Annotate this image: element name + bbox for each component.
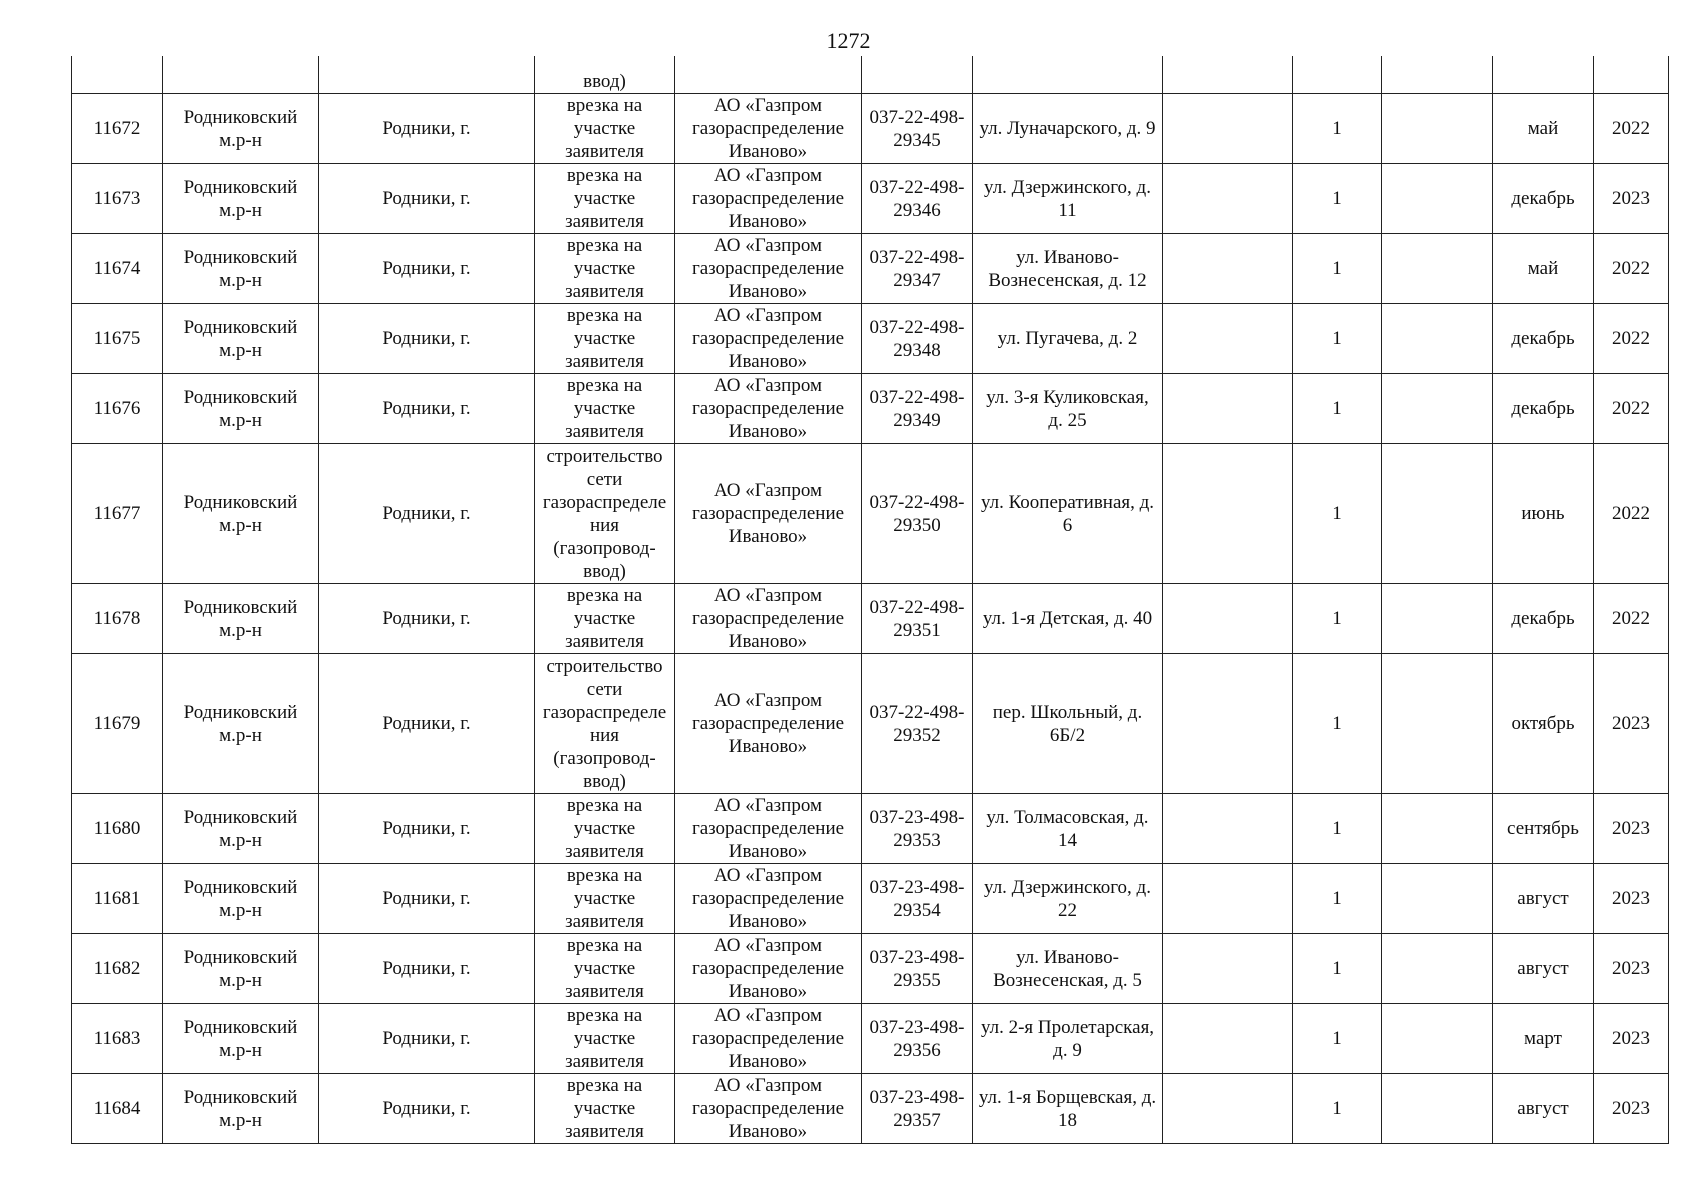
cell-code: 037-23-498-29353 [862,794,973,864]
cell-district: Родниковский м.р-н [163,794,319,864]
page-number: 1272 [826,28,871,53]
cell-address: ул. Луначарского, д. 9 [973,94,1163,164]
cell-month: сентябрь [1493,794,1594,864]
cell-empty [1382,934,1493,1004]
cell-code: 037-22-498-29347 [862,234,973,304]
table-row [72,934,1669,1004]
continuation-row [72,56,1669,94]
cell-empty [1163,444,1293,584]
cell-city: Родники, г. [319,304,535,374]
cell-city: Родники, г. [319,794,535,864]
cell-year: 2023 [1594,794,1669,864]
cell-code: 037-23-498-29357 [862,1074,973,1144]
table-row [72,444,1669,584]
cell-id: 11672 [72,94,163,164]
cell-city: Родники, г. [319,934,535,1004]
continuation-cell: ввод) [535,56,675,94]
continuation-cell [973,56,1163,94]
cell-district: Родниковский м.р-н [163,864,319,934]
cell-year: 2022 [1594,374,1669,444]
cell-district: Родниковский м.р-н [163,444,319,584]
continuation-cell [862,56,973,94]
cell-district: Родниковский м.р-н [163,234,319,304]
table-row [72,1074,1669,1144]
continuation-cell [1293,56,1382,94]
cell-organization: АО «Газпром газораспределение Иваново» [675,1074,862,1144]
cell-code: 037-23-498-29356 [862,1004,973,1074]
cell-work-type: врезка на участке заявителя [535,374,675,444]
cell-address: ул. Пугачева, д. 2 [973,304,1163,374]
continuation-cell [1163,56,1293,94]
cell-quantity: 1 [1293,654,1382,794]
cell-code: 037-23-498-29355 [862,934,973,1004]
cell-address: ул. Иваново-Вознесенская, д. 12 [973,234,1163,304]
cell-code: 037-22-498-29349 [862,374,973,444]
table-row [72,654,1669,794]
cell-empty [1163,654,1293,794]
cell-month: август [1493,1074,1594,1144]
cell-code: 037-22-498-29351 [862,584,973,654]
cell-year: 2022 [1594,304,1669,374]
cell-address: ул. 3-я Куликовская, д. 25 [973,374,1163,444]
continuation-cell [319,56,535,94]
cell-quantity: 1 [1293,794,1382,864]
continuation-cell [1382,56,1493,94]
cell-address: ул. Толмасовская, д. 14 [973,794,1163,864]
cell-empty [1163,934,1293,1004]
cell-month: июнь [1493,444,1594,584]
cell-quantity: 1 [1293,1004,1382,1074]
cell-organization: АО «Газпром газораспределение Иваново» [675,1004,862,1074]
cell-address: пер. Школьный, д. 6Б/2 [973,654,1163,794]
cell-code: 037-22-498-29345 [862,94,973,164]
cell-organization: АО «Газпром газораспределение Иваново» [675,94,862,164]
cell-work-type: врезка на участке заявителя [535,94,675,164]
cell-month: август [1493,934,1594,1004]
cell-address: ул. Кооперативная, д. 6 [973,444,1163,584]
cell-id: 11683 [72,1004,163,1074]
registry-table [71,56,1669,1144]
cell-city: Родники, г. [319,1004,535,1074]
cell-city: Родники, г. [319,234,535,304]
cell-quantity: 1 [1293,164,1382,234]
cell-year: 2022 [1594,94,1669,164]
cell-empty [1163,374,1293,444]
cell-id: 11678 [72,584,163,654]
cell-quantity: 1 [1293,1074,1382,1144]
cell-year: 2023 [1594,1074,1669,1144]
cell-code: 037-23-498-29354 [862,864,973,934]
cell-code: 037-22-498-29352 [862,654,973,794]
cell-work-type: врезка на участке заявителя [535,864,675,934]
cell-id: 11679 [72,654,163,794]
cell-district: Родниковский м.р-н [163,94,319,164]
cell-city: Родники, г. [319,374,535,444]
cell-month: май [1493,94,1594,164]
cell-empty [1382,304,1493,374]
cell-quantity: 1 [1293,304,1382,374]
cell-empty [1163,584,1293,654]
cell-month: декабрь [1493,304,1594,374]
cell-id: 11677 [72,444,163,584]
cell-organization: АО «Газпром газораспределение Иваново» [675,164,862,234]
cell-id: 11676 [72,374,163,444]
cell-district: Родниковский м.р-н [163,304,319,374]
cell-year: 2023 [1594,164,1669,234]
cell-empty [1163,794,1293,864]
cell-city: Родники, г. [319,164,535,234]
cell-month: март [1493,1004,1594,1074]
cell-work-type: врезка на участке заявителя [535,164,675,234]
cell-address: ул. Дзержинского, д. 22 [973,864,1163,934]
cell-empty [1382,94,1493,164]
cell-work-type: врезка на участке заявителя [535,304,675,374]
cell-empty [1382,654,1493,794]
cell-address: ул. Дзержинского, д. 11 [973,164,1163,234]
cell-code: 037-22-498-29346 [862,164,973,234]
cell-organization: АО «Газпром газораспределение Иваново» [675,654,862,794]
cell-empty [1382,234,1493,304]
cell-month: декабрь [1493,164,1594,234]
table-row [72,794,1669,864]
table-row [72,164,1669,234]
table-row [72,94,1669,164]
cell-district: Родниковский м.р-н [163,374,319,444]
cell-district: Родниковский м.р-н [163,584,319,654]
cell-month: август [1493,864,1594,934]
cell-quantity: 1 [1293,584,1382,654]
table-body [72,56,1669,1144]
cell-year: 2023 [1594,1004,1669,1074]
table-row [72,374,1669,444]
table-row [72,584,1669,654]
cell-district: Родниковский м.р-н [163,934,319,1004]
cell-quantity: 1 [1293,94,1382,164]
cell-id: 11680 [72,794,163,864]
cell-id: 11681 [72,864,163,934]
cell-year: 2022 [1594,444,1669,584]
cell-district: Родниковский м.р-н [163,164,319,234]
cell-empty [1163,234,1293,304]
cell-work-type: врезка на участке заявителя [535,794,675,864]
cell-work-type: врезка на участке заявителя [535,1074,675,1144]
cell-code: 037-22-498-29348 [862,304,973,374]
cell-address: ул. 2-я Пролетарская, д. 9 [973,1004,1163,1074]
cell-city: Родники, г. [319,94,535,164]
cell-year: 2023 [1594,934,1669,1004]
cell-empty [1382,864,1493,934]
cell-district: Родниковский м.р-н [163,654,319,794]
cell-month: май [1493,234,1594,304]
cell-empty [1163,164,1293,234]
table-row [72,1004,1669,1074]
cell-month: октябрь [1493,654,1594,794]
cell-year: 2023 [1594,864,1669,934]
cell-empty [1382,584,1493,654]
cell-empty [1382,374,1493,444]
continuation-cell [1493,56,1594,94]
cell-work-type: врезка на участке заявителя [535,234,675,304]
cell-organization: АО «Газпром газораспределение Иваново» [675,444,862,584]
cell-district: Родниковский м.р-н [163,1074,319,1144]
cell-work-type: врезка на участке заявителя [535,584,675,654]
continuation-cell [72,56,163,94]
cell-id: 11684 [72,1074,163,1144]
cell-quantity: 1 [1293,374,1382,444]
cell-city: Родники, г. [319,1074,535,1144]
cell-year: 2022 [1594,584,1669,654]
cell-year: 2023 [1594,654,1669,794]
cell-city: Родники, г. [319,444,535,584]
cell-month: декабрь [1493,374,1594,444]
cell-address: ул. 1-я Борщевская, д. 18 [973,1074,1163,1144]
cell-organization: АО «Газпром газораспределение Иваново» [675,304,862,374]
cell-organization: АО «Газпром газораспределение Иваново» [675,864,862,934]
cell-quantity: 1 [1293,234,1382,304]
table-row [72,234,1669,304]
cell-organization: АО «Газпром газораспределение Иваново» [675,794,862,864]
cell-address: ул. 1-я Детская, д. 40 [973,584,1163,654]
cell-empty [1382,1074,1493,1144]
cell-empty [1382,1004,1493,1074]
cell-empty [1163,304,1293,374]
cell-work-type: строительство сети газораспределения (газопровод-ввод) [535,444,675,584]
cell-empty [1382,444,1493,584]
cell-district: Родниковский м.р-н [163,1004,319,1074]
continuation-cell [163,56,319,94]
cell-empty [1382,164,1493,234]
cell-work-type: врезка на участке заявителя [535,1004,675,1074]
cell-id: 11674 [72,234,163,304]
cell-organization: АО «Газпром газораспределение Иваново» [675,584,862,654]
cell-city: Родники, г. [319,584,535,654]
cell-work-type: строительство сети газораспределения (газопровод-ввод) [535,654,675,794]
continuation-cell [675,56,862,94]
cell-empty [1163,94,1293,164]
cell-empty [1163,1074,1293,1144]
cell-organization: АО «Газпром газораспределение Иваново» [675,934,862,1004]
cell-id: 11675 [72,304,163,374]
cell-address: ул. Иваново-Вознесенская, д. 5 [973,934,1163,1004]
cell-year: 2022 [1594,234,1669,304]
cell-id: 11682 [72,934,163,1004]
cell-id: 11673 [72,164,163,234]
table-row [72,304,1669,374]
cell-quantity: 1 [1293,444,1382,584]
cell-empty [1163,1004,1293,1074]
cell-code: 037-22-498-29350 [862,444,973,584]
cell-empty [1382,794,1493,864]
cell-city: Родники, г. [319,654,535,794]
cell-quantity: 1 [1293,864,1382,934]
cell-empty [1163,864,1293,934]
cell-organization: АО «Газпром газораспределение Иваново» [675,374,862,444]
cell-city: Родники, г. [319,864,535,934]
cell-month: декабрь [1493,584,1594,654]
table-row [72,864,1669,934]
cell-quantity: 1 [1293,934,1382,1004]
continuation-cell [1594,56,1669,94]
cell-work-type: врезка на участке заявителя [535,934,675,1004]
cell-organization: АО «Газпром газораспределение Иваново» [675,234,862,304]
